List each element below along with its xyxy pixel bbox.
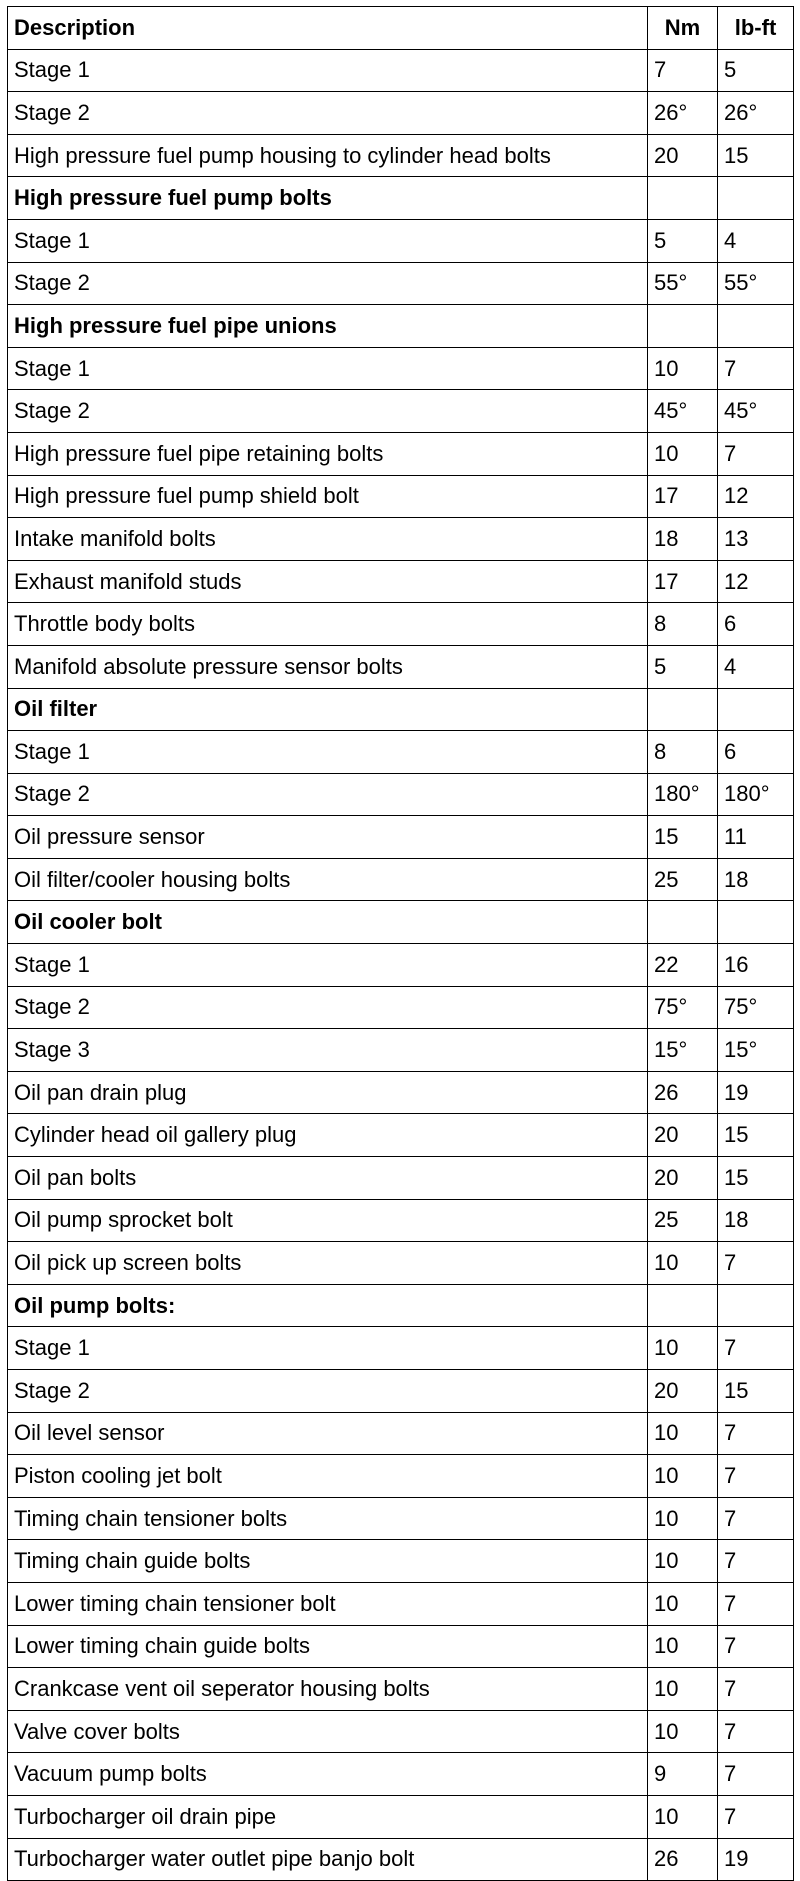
table-row — [8, 1710, 794, 1753]
cell-nm: 26 — [648, 1071, 718, 1114]
cell-lbft: 7 — [718, 1497, 794, 1540]
table-row — [8, 1540, 794, 1583]
table-row — [8, 1412, 794, 1455]
cell-description: Throttle body bolts — [8, 603, 648, 646]
cell-nm: 26° — [648, 92, 718, 135]
cell-nm: 10 — [648, 1668, 718, 1711]
cell-lbft: 13 — [718, 518, 794, 561]
cell-description: Oil pan bolts — [8, 1157, 648, 1200]
table-row — [8, 773, 794, 816]
table-row — [8, 432, 794, 475]
cell-nm: 17 — [648, 475, 718, 518]
table-row — [8, 603, 794, 646]
cell-lbft: 18 — [718, 1199, 794, 1242]
cell-lbft: 6 — [718, 603, 794, 646]
cell-description: High pressure fuel pipe retaining bolts — [8, 432, 648, 475]
cell-nm: 10 — [648, 1412, 718, 1455]
cell-description: Oil pick up screen bolts — [8, 1242, 648, 1285]
cell-nm: 10 — [648, 1242, 718, 1285]
table-header-row — [8, 7, 794, 50]
cell-lbft — [718, 901, 794, 944]
table-body — [8, 49, 794, 1881]
cell-description: Oil pan drain plug — [8, 1071, 648, 1114]
cell-nm: 10 — [648, 1582, 718, 1625]
table-row — [8, 1753, 794, 1796]
cell-nm: 10 — [648, 1327, 718, 1370]
cell-lbft — [718, 177, 794, 220]
table-row — [8, 1625, 794, 1668]
cell-nm: 26 — [648, 1838, 718, 1881]
cell-nm: 10 — [648, 1795, 718, 1838]
cell-nm — [648, 901, 718, 944]
table-row — [8, 944, 794, 987]
cell-nm: 10 — [648, 1455, 718, 1498]
cell-description: Crankcase vent oil seperator housing bolts — [8, 1668, 648, 1711]
cell-lbft — [718, 1284, 794, 1327]
cell-nm: 20 — [648, 1157, 718, 1200]
table-row — [8, 1029, 794, 1072]
cell-lbft: 4 — [718, 645, 794, 688]
cell-nm: 180° — [648, 773, 718, 816]
cell-nm: 10 — [648, 432, 718, 475]
cell-lbft: 7 — [718, 1540, 794, 1583]
cell-description: Oil level sensor — [8, 1412, 648, 1455]
cell-lbft: 18 — [718, 858, 794, 901]
cell-nm: 22 — [648, 944, 718, 987]
cell-description: Vacuum pump bolts — [8, 1753, 648, 1796]
cell-nm: 45° — [648, 390, 718, 433]
table-section-heading-row — [8, 901, 794, 944]
cell-lbft: 15° — [718, 1029, 794, 1072]
table-row — [8, 134, 794, 177]
cell-nm: 20 — [648, 1114, 718, 1157]
cell-description: Piston cooling jet bolt — [8, 1455, 648, 1498]
table-row — [8, 219, 794, 262]
cell-lbft: 5 — [718, 49, 794, 92]
cell-lbft: 7 — [718, 1625, 794, 1668]
cell-lbft: 55° — [718, 262, 794, 305]
cell-lbft: 19 — [718, 1838, 794, 1881]
cell-nm: 15° — [648, 1029, 718, 1072]
cell-description: Stage 2 — [8, 92, 648, 135]
table-row — [8, 986, 794, 1029]
cell-description: Stage 2 — [8, 262, 648, 305]
cell-lbft — [718, 688, 794, 731]
cell-description: Stage 2 — [8, 986, 648, 1029]
cell-lbft: 11 — [718, 816, 794, 859]
table-row — [8, 1071, 794, 1114]
cell-lbft: 15 — [718, 1114, 794, 1157]
cell-description: Stage 1 — [8, 347, 648, 390]
cell-lbft: 16 — [718, 944, 794, 987]
cell-description: High pressure fuel pump shield bolt — [8, 475, 648, 518]
table-row — [8, 262, 794, 305]
table-section-heading-row — [8, 1284, 794, 1327]
cell-nm: 10 — [648, 1497, 718, 1540]
table-row — [8, 1114, 794, 1157]
table-row — [8, 858, 794, 901]
cell-description: Cylinder head oil gallery plug — [8, 1114, 648, 1157]
cell-nm: 5 — [648, 219, 718, 262]
cell-lbft: 180° — [718, 773, 794, 816]
cell-description: Turbocharger oil drain pipe — [8, 1795, 648, 1838]
cell-lbft: 4 — [718, 219, 794, 262]
cell-description: Lower timing chain tensioner bolt — [8, 1582, 648, 1625]
cell-nm — [648, 1284, 718, 1327]
cell-nm: 5 — [648, 645, 718, 688]
cell-nm — [648, 177, 718, 220]
cell-description: Turbocharger water outlet pipe banjo bolt — [8, 1838, 648, 1881]
table-row — [8, 1157, 794, 1200]
cell-lbft: 45° — [718, 390, 794, 433]
cell-description: Stage 2 — [8, 390, 648, 433]
table-row — [8, 560, 794, 603]
table-row — [8, 1327, 794, 1370]
cell-description: Valve cover bolts — [8, 1710, 648, 1753]
cell-description: High pressure fuel pump housing to cylinder head bolts — [8, 134, 648, 177]
cell-lbft: 7 — [718, 1668, 794, 1711]
cell-nm: 25 — [648, 858, 718, 901]
table-section-heading-row — [8, 177, 794, 220]
torque-spec-table — [7, 6, 794, 1881]
cell-nm: 55° — [648, 262, 718, 305]
column-header-nm: Nm — [648, 7, 718, 50]
cell-lbft: 7 — [718, 1582, 794, 1625]
cell-nm: 10 — [648, 1710, 718, 1753]
cell-nm: 10 — [648, 347, 718, 390]
cell-lbft: 7 — [718, 1753, 794, 1796]
cell-description: Stage 2 — [8, 1370, 648, 1413]
cell-nm: 15 — [648, 816, 718, 859]
cell-description: Stage 1 — [8, 944, 648, 987]
cell-nm — [648, 305, 718, 348]
cell-description: Lower timing chain guide bolts — [8, 1625, 648, 1668]
cell-lbft: 15 — [718, 1157, 794, 1200]
cell-lbft: 75° — [718, 986, 794, 1029]
cell-lbft: 7 — [718, 1242, 794, 1285]
table-row — [8, 1199, 794, 1242]
table-row — [8, 475, 794, 518]
cell-lbft: 15 — [718, 1370, 794, 1413]
cell-lbft: 7 — [718, 1710, 794, 1753]
cell-description: Oil pump sprocket bolt — [8, 1199, 648, 1242]
cell-lbft: 7 — [718, 1327, 794, 1370]
cell-lbft: 12 — [718, 560, 794, 603]
table-section-heading-row — [8, 305, 794, 348]
table-row — [8, 1582, 794, 1625]
cell-nm: 20 — [648, 134, 718, 177]
table-row — [8, 49, 794, 92]
torque-spec-sheet — [7, 6, 793, 1881]
cell-nm: 8 — [648, 731, 718, 774]
cell-description: Stage 2 — [8, 773, 648, 816]
table-row — [8, 1455, 794, 1498]
table-row — [8, 1668, 794, 1711]
cell-lbft: 26° — [718, 92, 794, 135]
cell-description: Timing chain guide bolts — [8, 1540, 648, 1583]
table-section-heading-row — [8, 688, 794, 731]
cell-nm: 20 — [648, 1370, 718, 1413]
cell-description: Stage 1 — [8, 731, 648, 774]
table-row — [8, 390, 794, 433]
cell-lbft: 6 — [718, 731, 794, 774]
cell-description: Oil filter — [8, 688, 648, 731]
cell-description: Oil filter/cooler housing bolts — [8, 858, 648, 901]
cell-lbft: 19 — [718, 1071, 794, 1114]
cell-description: Exhaust manifold studs — [8, 560, 648, 603]
cell-description: High pressure fuel pipe unions — [8, 305, 648, 348]
cell-lbft: 7 — [718, 432, 794, 475]
cell-description: Oil pump bolts: — [8, 1284, 648, 1327]
table-row — [8, 1795, 794, 1838]
table-row — [8, 1838, 794, 1881]
cell-description: Stage 1 — [8, 49, 648, 92]
cell-nm: 8 — [648, 603, 718, 646]
cell-nm — [648, 688, 718, 731]
cell-description: Stage 1 — [8, 219, 648, 262]
cell-nm: 18 — [648, 518, 718, 561]
cell-description: Oil cooler bolt — [8, 901, 648, 944]
table-row — [8, 1497, 794, 1540]
table-row — [8, 645, 794, 688]
cell-nm: 17 — [648, 560, 718, 603]
table-row — [8, 816, 794, 859]
cell-description: High pressure fuel pump bolts — [8, 177, 648, 220]
cell-nm: 7 — [648, 49, 718, 92]
cell-description: Intake manifold bolts — [8, 518, 648, 561]
cell-description: Oil pressure sensor — [8, 816, 648, 859]
cell-lbft: 12 — [718, 475, 794, 518]
cell-lbft: 7 — [718, 347, 794, 390]
table-row — [8, 1370, 794, 1413]
cell-lbft — [718, 305, 794, 348]
column-header-lbft: lb-ft — [718, 7, 794, 50]
cell-lbft: 7 — [718, 1795, 794, 1838]
cell-description: Timing chain tensioner bolts — [8, 1497, 648, 1540]
column-header-description: Description — [8, 7, 648, 50]
cell-nm: 10 — [648, 1625, 718, 1668]
table-row — [8, 731, 794, 774]
cell-description: Stage 1 — [8, 1327, 648, 1370]
cell-nm: 75° — [648, 986, 718, 1029]
cell-nm: 9 — [648, 1753, 718, 1796]
cell-description: Stage 3 — [8, 1029, 648, 1072]
cell-nm: 25 — [648, 1199, 718, 1242]
cell-lbft: 7 — [718, 1412, 794, 1455]
cell-description: Manifold absolute pressure sensor bolts — [8, 645, 648, 688]
table-row — [8, 1242, 794, 1285]
table-row — [8, 347, 794, 390]
cell-lbft: 7 — [718, 1455, 794, 1498]
cell-nm: 10 — [648, 1540, 718, 1583]
cell-lbft: 15 — [718, 134, 794, 177]
table-row — [8, 518, 794, 561]
table-row — [8, 92, 794, 135]
